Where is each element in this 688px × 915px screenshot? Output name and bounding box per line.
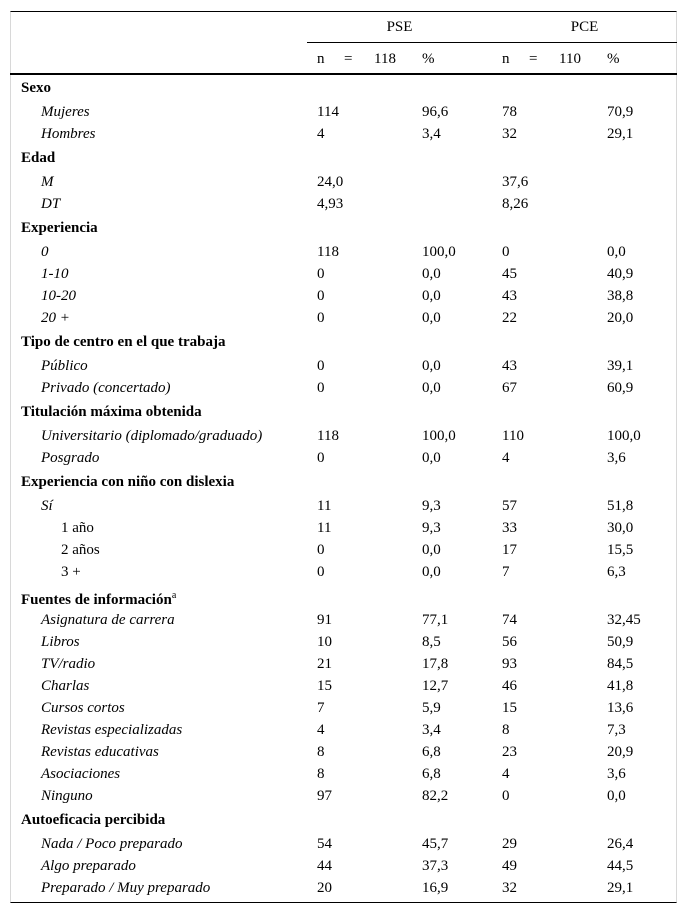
row-label: Charlas bbox=[41, 678, 90, 694]
cell-pce-pct: 0,0 bbox=[607, 244, 626, 260]
cell-pse-n: 54 bbox=[317, 836, 332, 852]
cell-pse-pct: 77,1 bbox=[422, 612, 449, 628]
cell-pse-n: 0 bbox=[317, 380, 325, 396]
cell-pce-n: 57 bbox=[502, 498, 517, 514]
cell-pse-n: 11 bbox=[317, 520, 332, 536]
cell-pce-n: 4 bbox=[502, 450, 510, 466]
row-label: Ninguno bbox=[41, 788, 93, 804]
header-pce-eq: = bbox=[529, 51, 538, 67]
cell-pse-pct: 6,8 bbox=[422, 766, 441, 782]
cell-pce-pct: 30,0 bbox=[607, 520, 634, 536]
cell-pse-pct: 3,4 bbox=[422, 126, 441, 142]
row-label: Revistas educativas bbox=[41, 744, 159, 760]
cell-pce-n: 22 bbox=[502, 310, 517, 326]
header-group-pce: PCE bbox=[570, 19, 599, 35]
row-label: 20 + bbox=[41, 310, 70, 326]
row-label: Asociaciones bbox=[41, 766, 121, 782]
row-label: Público bbox=[41, 358, 88, 374]
cell-pse-pct: 5,9 bbox=[422, 700, 441, 716]
row-label: Libros bbox=[41, 634, 80, 650]
row-label: M bbox=[41, 174, 54, 190]
row-label: Posgrado bbox=[41, 450, 100, 466]
cell-pce-n: 78 bbox=[502, 104, 517, 120]
row-label: Tipo de centro en el que trabaja bbox=[21, 334, 226, 350]
header-pse-n: 118 bbox=[374, 51, 396, 67]
cell-pse-pct: 45,7 bbox=[422, 836, 449, 852]
cell-pse-pct: 0,0 bbox=[422, 310, 441, 326]
cell-pce-n: 7 bbox=[502, 564, 510, 580]
row-label: Cursos cortos bbox=[41, 700, 125, 716]
row-label: Asignatura de carrera bbox=[41, 612, 175, 628]
cell-pce-pct: 100,0 bbox=[607, 428, 641, 444]
cell-pse-n: 24,0 bbox=[317, 174, 344, 190]
cell-pse-n: 0 bbox=[317, 266, 325, 282]
cell-pse-n: 20 bbox=[317, 880, 332, 896]
cell-pse-n: 7 bbox=[317, 700, 325, 716]
cell-pce-n: 110 bbox=[502, 428, 524, 444]
cell-pce-pct: 26,4 bbox=[607, 836, 634, 852]
cell-pse-pct: 0,0 bbox=[422, 380, 441, 396]
cell-pse-n: 8 bbox=[317, 766, 325, 782]
cell-pse-pct: 96,6 bbox=[422, 104, 449, 120]
cell-pse-n: 0 bbox=[317, 358, 325, 374]
row-label: Universitario (diplomado/graduado) bbox=[41, 428, 263, 444]
cell-pce-pct: 3,6 bbox=[607, 766, 626, 782]
header-pse-pct: % bbox=[422, 51, 435, 67]
cell-pce-pct: 50,9 bbox=[607, 634, 634, 650]
cell-pce-pct: 70,9 bbox=[607, 104, 634, 120]
row-label: 3 + bbox=[61, 564, 81, 580]
cell-pce-n: 8 bbox=[502, 722, 510, 738]
row-label: DT bbox=[41, 196, 61, 212]
cell-pce-n: 56 bbox=[502, 634, 517, 650]
cell-pse-n: 97 bbox=[317, 788, 332, 804]
cell-pse-n: 118 bbox=[317, 244, 339, 260]
cell-pse-pct: 17,8 bbox=[422, 656, 449, 672]
cell-pse-n: 4 bbox=[317, 722, 325, 738]
cell-pse-n: 8 bbox=[317, 744, 325, 760]
cell-pce-pct: 13,6 bbox=[607, 700, 634, 716]
cell-pse-pct: 3,4 bbox=[422, 722, 441, 738]
header-bottom-rule bbox=[10, 73, 677, 75]
row-label: Sí bbox=[41, 498, 53, 514]
cell-pce-pct: 29,1 bbox=[607, 880, 634, 896]
row-label: Preparado / Muy preparado bbox=[41, 880, 211, 896]
row-label: Revistas especializadas bbox=[41, 722, 183, 738]
cell-pse-pct: 0,0 bbox=[422, 266, 441, 282]
cell-pce-n: 0 bbox=[502, 788, 510, 804]
cell-pse-pct: 37,3 bbox=[422, 858, 449, 874]
row-label: Titulación máxima obtenida bbox=[21, 404, 202, 420]
cell-pce-pct: 38,8 bbox=[607, 288, 634, 304]
row-label: 0 bbox=[41, 244, 49, 260]
cell-pse-n: 114 bbox=[317, 104, 339, 120]
cell-pse-n: 0 bbox=[317, 288, 325, 304]
cell-pse-pct: 16,9 bbox=[422, 880, 449, 896]
header-group-pse: PSE bbox=[386, 19, 413, 35]
cell-pse-n: 4,93 bbox=[317, 196, 344, 212]
footnote-marker: a bbox=[171, 590, 177, 601]
row-label: Privado (concertado) bbox=[41, 380, 171, 396]
row-label: TV/radio bbox=[41, 656, 96, 672]
cell-pce-n: 29 bbox=[502, 836, 517, 852]
row-label: Experiencia bbox=[21, 220, 98, 236]
header-pce-n-label: n bbox=[502, 51, 510, 67]
cell-pce-n: 49 bbox=[502, 858, 517, 874]
cell-pce-pct: 39,1 bbox=[607, 358, 634, 374]
cell-pse-pct: 6,8 bbox=[422, 744, 441, 760]
header-pse-eq: = bbox=[344, 51, 353, 67]
header-pce-n: 110 bbox=[559, 51, 581, 67]
cell-pce-n: 23 bbox=[502, 744, 517, 760]
cell-pce-pct: 84,5 bbox=[607, 656, 634, 672]
cell-pse-n: 4 bbox=[317, 126, 325, 142]
row-label: 10-20 bbox=[41, 288, 76, 304]
cell-pse-n: 15 bbox=[317, 678, 332, 694]
cell-pse-pct: 8,5 bbox=[422, 634, 441, 650]
cell-pse-pct: 12,7 bbox=[422, 678, 449, 694]
row-label: Sexo bbox=[21, 80, 51, 96]
cell-pse-pct: 0,0 bbox=[422, 450, 441, 466]
cell-pce-pct: 6,3 bbox=[607, 564, 626, 580]
row-label: Edad bbox=[21, 150, 56, 166]
header-pce-pct: % bbox=[607, 51, 620, 67]
cell-pce-n: 67 bbox=[502, 380, 517, 396]
cell-pce-n: 32 bbox=[502, 126, 517, 142]
row-label: Nada / Poco preparado bbox=[41, 836, 183, 852]
cell-pce-pct: 44,5 bbox=[607, 858, 634, 874]
cell-pse-pct: 9,3 bbox=[422, 498, 441, 514]
row-label: Experiencia con niño con dislexia bbox=[21, 474, 235, 490]
cell-pce-n: 17 bbox=[502, 542, 517, 558]
cell-pse-n: 10 bbox=[317, 634, 332, 650]
header-pse-n-label: n bbox=[317, 51, 325, 67]
cell-pce-n: 93 bbox=[502, 656, 517, 672]
row-label: Mujeres bbox=[41, 104, 90, 120]
cell-pce-n: 43 bbox=[502, 288, 517, 304]
cell-pce-n: 32 bbox=[502, 880, 517, 896]
cell-pse-n: 118 bbox=[317, 428, 339, 444]
cell-pse-pct: 100,0 bbox=[422, 428, 456, 444]
cell-pse-pct: 0,0 bbox=[422, 288, 441, 304]
cell-pse-pct: 0,0 bbox=[422, 564, 441, 580]
cell-pce-n: 46 bbox=[502, 678, 517, 694]
row-label: Autoeficacia percibida bbox=[21, 812, 166, 828]
cell-pce-n: 15 bbox=[502, 700, 517, 716]
row-label: Fuentes de información$^a$ bbox=[21, 590, 177, 608]
cell-pce-pct: 3,6 bbox=[607, 450, 626, 466]
cell-pse-pct: 9,3 bbox=[422, 520, 441, 536]
row-label: 2 años bbox=[61, 542, 100, 558]
cell-pse-n: 0 bbox=[317, 310, 325, 326]
cell-pce-pct: 40,9 bbox=[607, 266, 634, 282]
cell-pce-pct: 15,5 bbox=[607, 542, 634, 558]
cell-pce-pct: 60,9 bbox=[607, 380, 634, 396]
cell-pce-n: 43 bbox=[502, 358, 517, 374]
cell-pce-pct: 20,9 bbox=[607, 744, 634, 760]
cell-pce-pct: 7,3 bbox=[607, 722, 626, 738]
cell-pce-pct: 29,1 bbox=[607, 126, 634, 142]
cell-pse-n: 21 bbox=[317, 656, 332, 672]
row-label: Algo preparado bbox=[41, 858, 136, 874]
cell-pse-n: 91 bbox=[317, 612, 332, 628]
row-label: 1-10 bbox=[41, 266, 69, 282]
cell-pse-n: 44 bbox=[317, 858, 332, 874]
cell-pce-n: 74 bbox=[502, 612, 517, 628]
cell-pse-n: 11 bbox=[317, 498, 332, 514]
cell-pce-pct: 20,0 bbox=[607, 310, 634, 326]
cell-pce-n: 37,6 bbox=[502, 174, 529, 190]
cell-pse-n: 0 bbox=[317, 450, 325, 466]
row-label: 1 año bbox=[61, 520, 94, 536]
cell-pce-pct: 51,8 bbox=[607, 498, 634, 514]
header-divider bbox=[307, 42, 677, 43]
cell-pse-pct: 0,0 bbox=[422, 542, 441, 558]
cell-pce-n: 8,26 bbox=[502, 196, 529, 212]
cell-pse-n: 0 bbox=[317, 542, 325, 558]
cell-pce-pct: 0,0 bbox=[607, 788, 626, 804]
cell-pse-pct: 82,2 bbox=[422, 788, 449, 804]
cell-pse-pct: 0,0 bbox=[422, 358, 441, 374]
cell-pce-n: 45 bbox=[502, 266, 517, 282]
cell-pce-n: 0 bbox=[502, 244, 510, 260]
row-label: Hombres bbox=[41, 126, 96, 142]
cell-pce-n: 4 bbox=[502, 766, 510, 782]
cell-pse-n: 0 bbox=[317, 564, 325, 580]
cell-pce-pct: 32,45 bbox=[607, 612, 641, 628]
cell-pce-pct: 41,8 bbox=[607, 678, 634, 694]
cell-pce-n: 33 bbox=[502, 520, 517, 536]
cell-pse-pct: 100,0 bbox=[422, 244, 456, 260]
